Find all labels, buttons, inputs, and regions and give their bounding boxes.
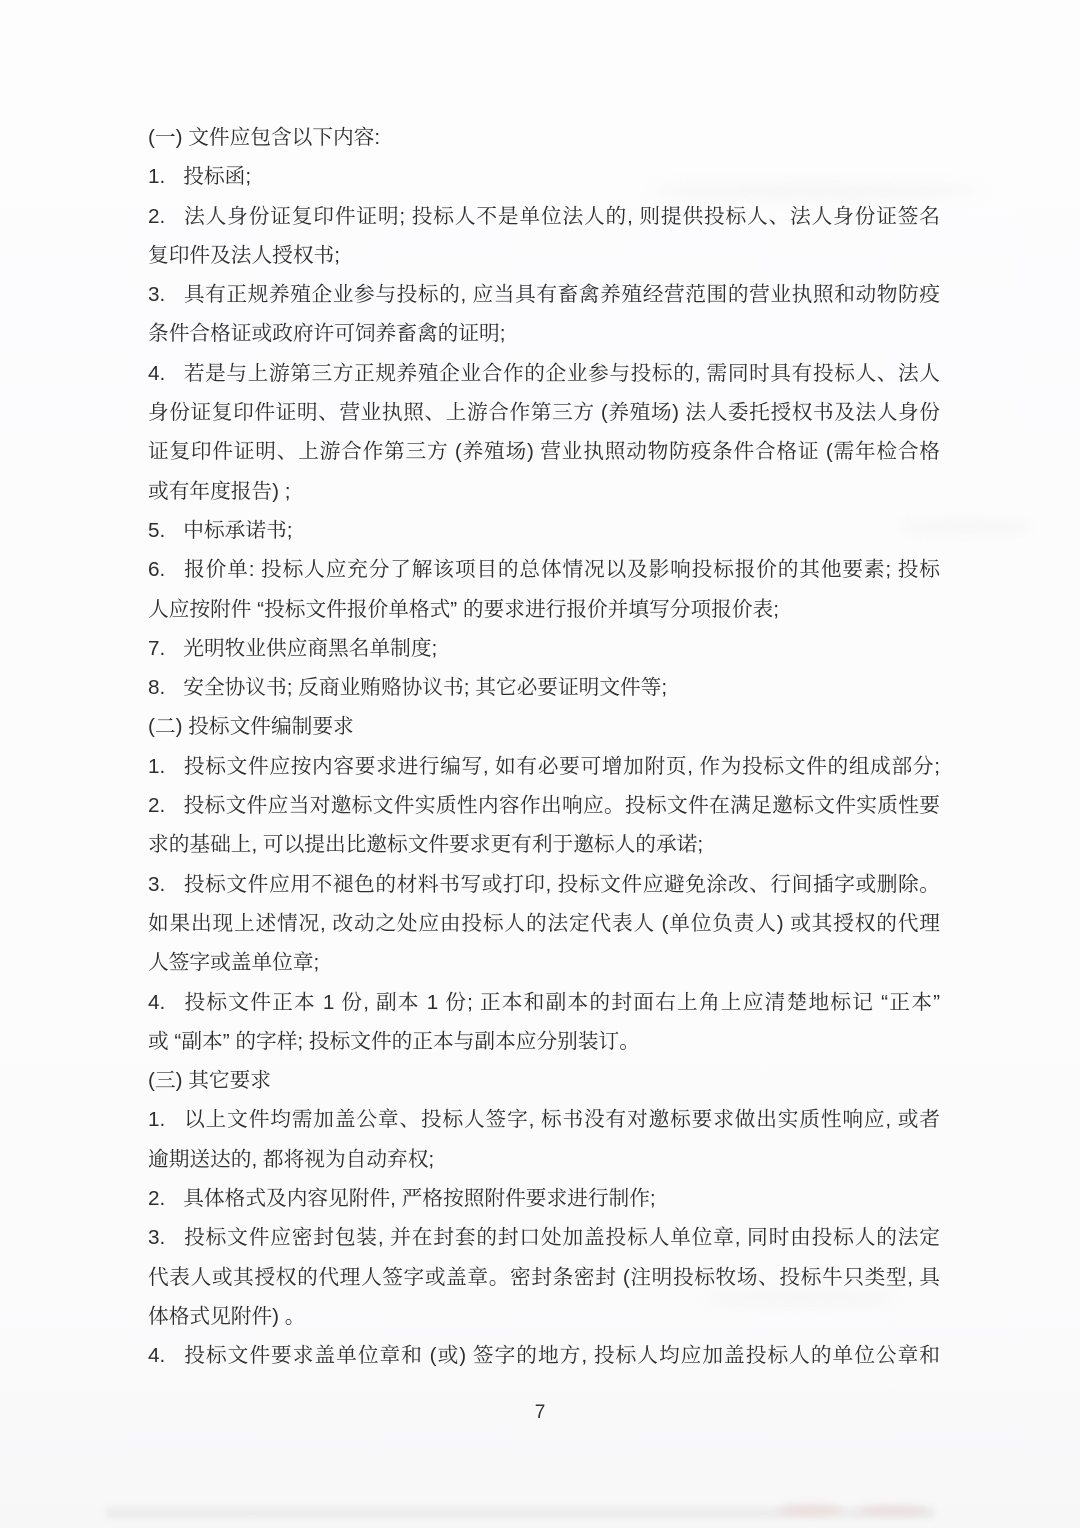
- line-text: 或 “副本” 的字样; 投标文件的正本与副本应分别装订。: [148, 1029, 640, 1053]
- list-item-number: 1.: [148, 1108, 166, 1132]
- list-item-number: 3.: [148, 1226, 166, 1250]
- text-line: [148, 197, 940, 236]
- line-text: 法人身份证复印件证明; 投标人不是单位法人的, 则提供投标人、法人身份证签名: [183, 204, 940, 228]
- line-text: 或有年度报告) ;: [148, 479, 291, 503]
- line-text: 以上文件均需加盖公章、投标人签字, 标书没有对邀标要求做出实质性响应, 或者: [183, 1108, 940, 1132]
- line-text: 投标文件正本 1 份, 副本 1 份; 正本和副本的封面右上角上应清楚地标记 “正本”: [183, 990, 940, 1014]
- text-line: [148, 1218, 940, 1257]
- text-line: [148, 354, 940, 393]
- scan-artifact-speck: [858, 1505, 928, 1515]
- line-text: 投标文件应用不褪色的材料书写或打印, 投标文件应避免涂改、行间插字或删除。: [183, 872, 940, 896]
- line-text: 条件合格证或政府许可饲养畜禽的证明;: [148, 322, 506, 346]
- line-text: 报价单: 投标人应充分了解该项目的总体情况以及影响投标报价的其他要素; 投标: [183, 558, 940, 582]
- text-line: [148, 983, 940, 1022]
- line-text: (二) 投标文件编制要求: [148, 715, 354, 739]
- text-line: [148, 1140, 940, 1179]
- text-line: [148, 786, 940, 825]
- line-text: 投标文件应当对邀标文件实质性内容作出响应。投标文件在满足邀标文件实质性要: [183, 794, 940, 818]
- text-line: [148, 1297, 940, 1336]
- text-line: [148, 707, 940, 746]
- text-line: [148, 1179, 940, 1218]
- text-line: [148, 1061, 940, 1100]
- line-text: 身份证复印件证明、营业执照、上游合作第三方 (养殖场) 法人委托授权书及法人身份: [148, 401, 940, 425]
- text-line: [148, 1022, 940, 1061]
- text-line: [148, 314, 940, 353]
- line-text: 体格式见附件) 。: [148, 1304, 306, 1328]
- line-text: 投标文件要求盖单位章和 (或) 签字的地方, 投标人均应加盖投标人的单位公章和: [183, 1344, 940, 1368]
- list-item-number: 8.: [148, 676, 166, 700]
- line-text: (一) 文件应包含以下内容:: [148, 126, 381, 149]
- list-item-number: 7.: [148, 636, 166, 660]
- page-number: 7: [534, 1402, 546, 1423]
- document-body-text: [148, 118, 940, 1376]
- line-text: 投标文件应密封包装, 并在封套的封口处加盖投标人单位章, 同时由投标人的法定: [183, 1226, 940, 1250]
- line-text: 投标函;: [183, 165, 252, 189]
- line-text: 中标承诺书;: [183, 518, 293, 542]
- line-text: 具体格式及内容见附件, 严格按照附件要求进行制作;: [183, 1187, 656, 1211]
- text-line: [148, 865, 940, 904]
- text-line: [148, 236, 940, 275]
- line-text: 具有正规养殖企业参与投标的, 应当具有畜禽养殖经营范围的营业执照和动物防疫: [183, 283, 940, 307]
- text-line: [148, 825, 940, 864]
- list-item-number: 4.: [148, 990, 166, 1014]
- list-item-number: 2.: [148, 794, 166, 818]
- list-item-number: 2.: [148, 1187, 166, 1211]
- text-line: [148, 1258, 940, 1297]
- line-text: 人签字或盖单位章;: [148, 951, 320, 975]
- line-text: 逾期送达的, 都将视为自动弃权;: [148, 1147, 435, 1171]
- text-line: [148, 1336, 940, 1375]
- list-item-number: 5.: [148, 518, 166, 542]
- list-item-number: 3.: [148, 283, 166, 307]
- text-line: [148, 511, 940, 550]
- line-text: 求的基础上, 可以提出比邀标文件要求更有利于邀标人的承诺;: [148, 833, 704, 857]
- scan-artifact-speck: [778, 1504, 842, 1515]
- text-line: [148, 668, 940, 707]
- line-text: 代表人或其授权的代理人签字或盖章。密封条密封 (注明投标牧场、投标牛只类型, 具: [148, 1265, 940, 1289]
- text-line: [148, 118, 940, 157]
- text-line: [148, 747, 940, 786]
- text-line: [148, 1100, 940, 1139]
- list-item-number: 1.: [148, 165, 166, 189]
- list-item-number: 4.: [148, 361, 166, 385]
- line-text: 若是与上游第三方正规养殖企业合作的企业参与投标的, 需同时具有投标人、法人: [183, 361, 940, 385]
- line-text: 如果出现上述情况, 改动之处应由投标人的法定代表人 (单位负责人) 或其授权的代理: [148, 911, 940, 935]
- line-text: 安全协议书; 反商业贿赂协议书; 其它必要证明文件等;: [183, 676, 668, 700]
- text-line: [148, 629, 940, 668]
- line-text: 光明牧业供应商黑名单制度;: [183, 636, 438, 660]
- text-line: [148, 943, 940, 982]
- text-line: [148, 393, 940, 432]
- text-line: [148, 157, 940, 196]
- text-line: [148, 904, 940, 943]
- list-item-number: 6.: [148, 558, 166, 582]
- text-line: [148, 432, 940, 471]
- list-item-number: 2.: [148, 204, 166, 228]
- line-text: 投标文件应按内容要求进行编写, 如有必要可增加附页, 作为投标文件的组成部分;: [183, 754, 940, 778]
- text-line: [148, 472, 940, 511]
- text-line: [148, 550, 940, 589]
- line-text: 证复印件证明、上游合作第三方 (养殖场) 营业执照动物防疫条件合格证 (需年检合格: [148, 440, 940, 464]
- line-text: 复印件及法人授权书;: [148, 243, 340, 267]
- text-line: [148, 590, 940, 629]
- line-text: (三) 其它要求: [148, 1069, 271, 1093]
- list-item-number: 3.: [148, 872, 166, 896]
- list-item-number: 1.: [148, 754, 166, 778]
- line-text: 人应按附件 “投标文件报价单格式” 的要求进行报价并填写分项报价表;: [148, 597, 779, 621]
- list-item-number: 4.: [148, 1344, 166, 1368]
- text-line: [148, 275, 940, 314]
